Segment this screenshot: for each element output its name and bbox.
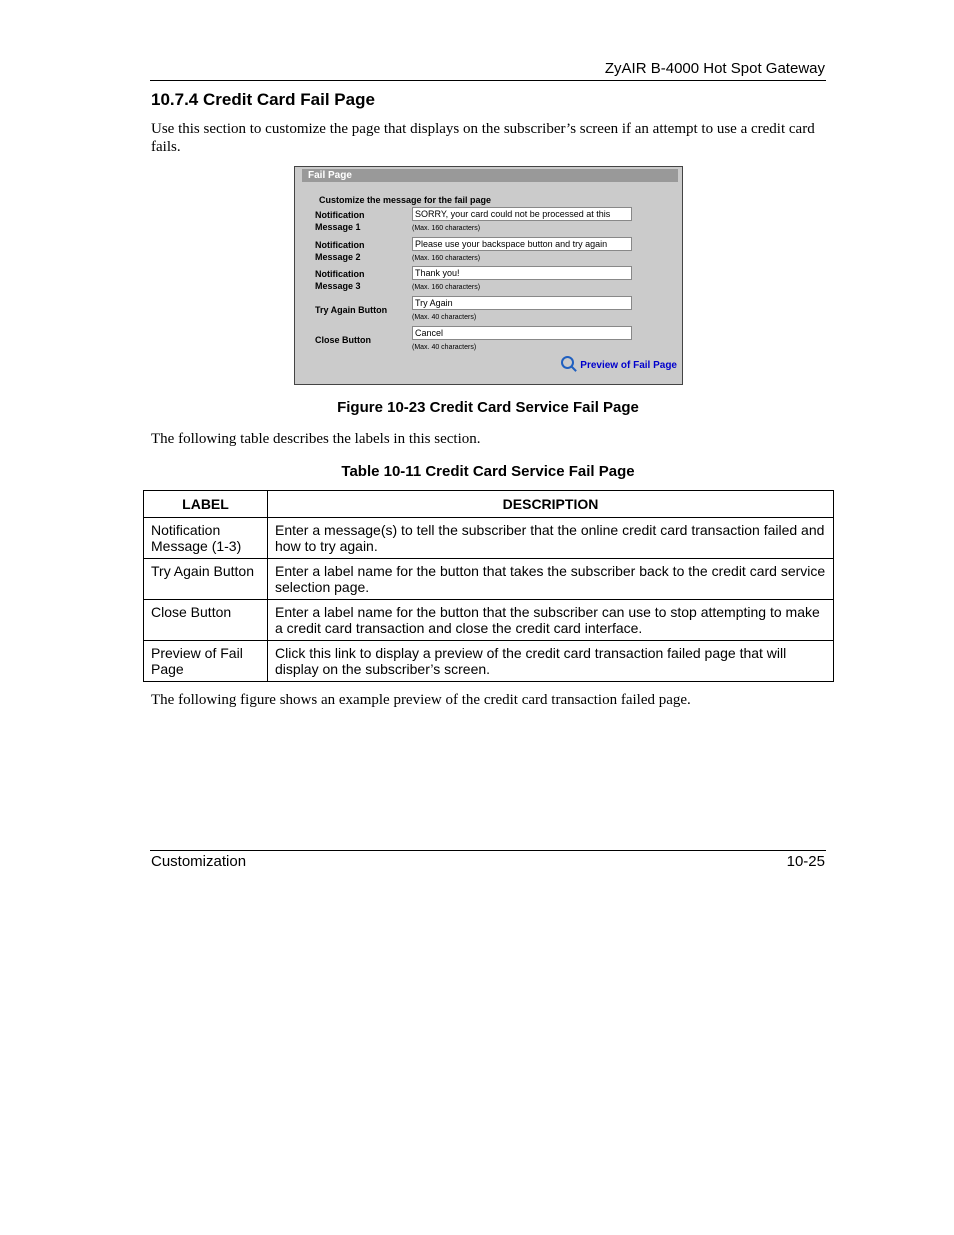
preview-fail-page-label: Preview of Fail Page: [580, 360, 677, 371]
notification-message-1-hint: (Max. 160 characters): [412, 225, 481, 232]
footer-page-number: 10-25: [786, 853, 825, 870]
notification-message-2-label: Notification Message 2: [315, 240, 365, 262]
preview-fail-page-link[interactable]: [561, 356, 677, 371]
row-description: Enter a label name for the button that takes the subscriber back to the credit card service selection page.: [268, 559, 834, 600]
label-description-table: [143, 490, 834, 682]
close-button-label: Close Button: [315, 335, 371, 345]
label-column-header: LABEL: [144, 491, 268, 518]
page-header-title: ZyAIR B-4000 Hot Spot Gateway: [604, 60, 825, 77]
header-rule: [150, 80, 826, 81]
notification-message-3-input[interactable]: Thank you!: [412, 266, 632, 280]
fail-page-titlebar: Fail Page: [302, 169, 678, 182]
fail-page-subtitle: Customize the message for the fail page: [319, 195, 492, 205]
footer-chapter: Customization: [151, 853, 247, 870]
close-button-input[interactable]: Cancel: [412, 326, 632, 340]
close-button-hint: (Max. 40 characters): [412, 344, 477, 351]
magnifier-icon: [561, 356, 574, 369]
table-header-row: [144, 491, 834, 518]
notification-message-3-label: Notification Message 3: [315, 269, 365, 291]
notification-message-1-input[interactable]: SORRY, your card could not be processed at this: [412, 207, 632, 221]
try-again-button-label: Try Again Button: [315, 305, 388, 315]
footer-rule: [150, 850, 826, 851]
try-again-button-input[interactable]: Try Again: [412, 296, 632, 310]
description-column-header: DESCRIPTION: [268, 491, 834, 518]
row-label: Try Again Button: [144, 559, 268, 600]
notification-message-1-label: Notification Message 1: [315, 210, 365, 232]
try-again-button-hint: (Max. 40 characters): [412, 314, 477, 321]
table-row: [144, 600, 834, 641]
row-description: Enter a label name for the button that the subscriber can use to stop attempting to make a credit card transaction and close the credit card interface.: [268, 600, 834, 641]
row-label: Preview of Fail Page: [144, 641, 268, 682]
table-caption: Table 10-11 Credit Card Service Fail Page: [341, 463, 635, 480]
notification-message-3-hint: (Max. 160 characters): [412, 284, 481, 291]
table-row: [144, 518, 834, 559]
fail-page-screenshot: [294, 166, 683, 385]
notification-message-2-hint: (Max. 160 characters): [412, 255, 481, 262]
row-label: Close Button: [144, 600, 268, 641]
table-row: [144, 559, 834, 600]
section-heading: 10.7.4 Credit Card Fail Page: [151, 90, 375, 109]
row-label: Notification Message (1-3): [144, 518, 268, 559]
intro-paragraph: Use this section to customize the page that displays on the subscriber’s screen if an attempt to use a credit card fails.: [151, 121, 815, 155]
after-table-text: The following figure shows an example preview of the credit card transaction failed page.: [151, 692, 691, 708]
table-row: [144, 641, 834, 682]
row-description: Enter a message(s) to tell the subscriber that the online credit card transaction failed and how to try again.: [268, 518, 834, 559]
table-intro-text: The following table describes the labels in this section.: [151, 431, 481, 447]
figure-caption: Figure 10-23 Credit Card Service Fail Page: [337, 399, 639, 416]
notification-message-2-input[interactable]: Please use your backspace button and try again: [412, 237, 632, 251]
row-description: Click this link to display a preview of the credit card transaction failed page that will display on the subscriber’s screen.: [268, 641, 834, 682]
